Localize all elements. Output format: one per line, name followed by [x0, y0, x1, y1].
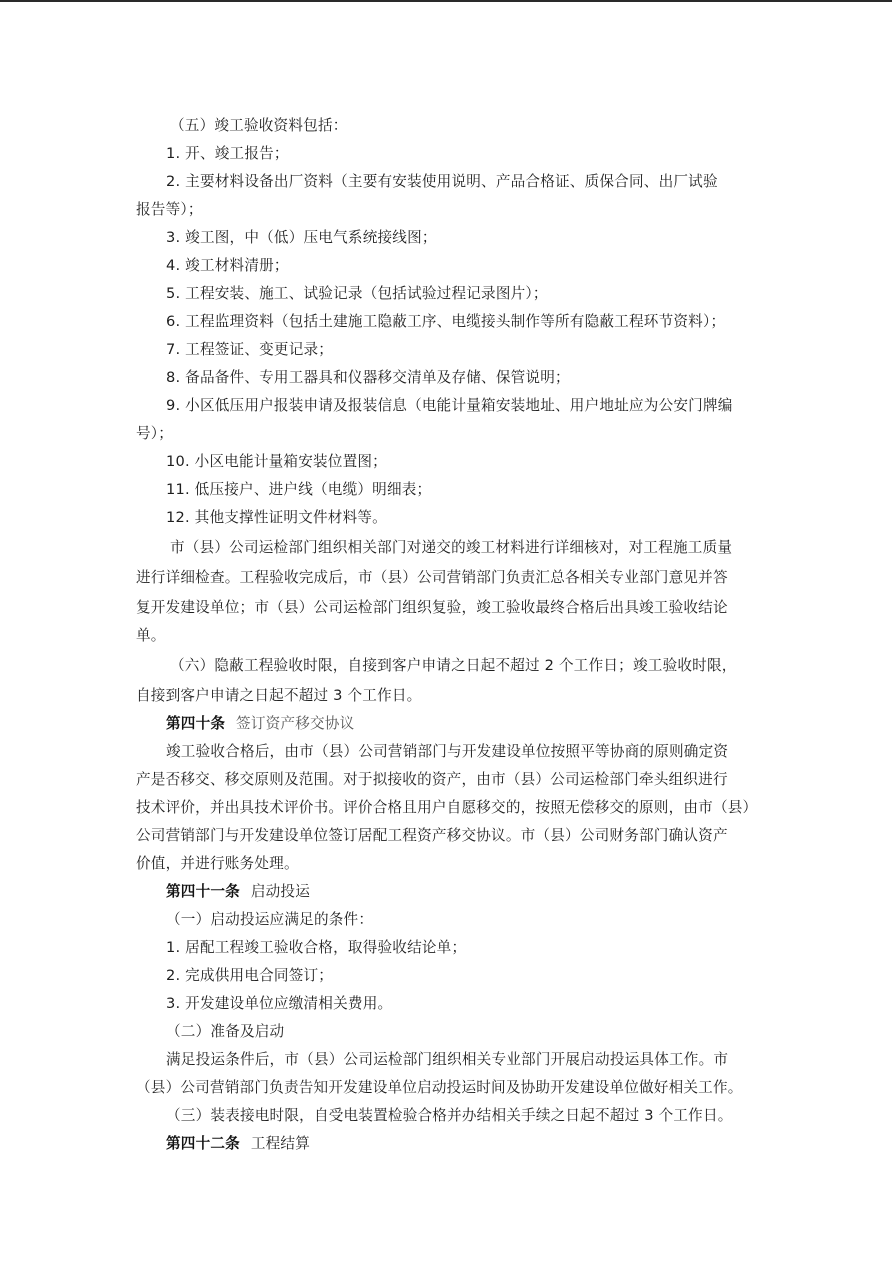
list-item: 5. 工程安装、施工、试验记录（包括试验过程记录图片）； [166, 285, 548, 302]
paragraph-line: （三）装表接电时限，自受电装置检验合格并办结相关手续之日起不超过 3 个工作日。 [166, 1107, 733, 1124]
paragraph-line: 满足投运条件后，市（县）公司运检部门组织相关专业部门开展启动投运具体工作。市 [166, 1051, 729, 1068]
list-item-continuation: 号）； [136, 425, 174, 442]
paragraph-line: 复开发建设单位；市（县）公司运检部门组织复验，竣工验收最终合格后出具竣工验收结论 [136, 599, 728, 616]
paragraph-line: （县）公司营销部门负责告知开发建设单位启动投运时间及协助开发建设单位做好相关工作。 [136, 1079, 743, 1096]
paragraph-line: 公司营销部门与开发建设单位签订居配工程资产移交协议。市（县）公司财务部门确认资产 [136, 827, 728, 844]
list-item: 2. 完成供用电合同签订； [166, 967, 334, 984]
paragraph-line: 市（县）公司运检部门组织相关部门对递交的竣工材料进行详细核对，对工程施工质量 [170, 539, 733, 556]
article-number: 第四十一条 [166, 883, 240, 900]
article-number: 第四十条 [166, 715, 226, 732]
list-item: 1. 居配工程竣工验收合格，取得验收结论单； [166, 939, 467, 956]
paragraph-line: 技术评价，并出具技术评价书。评价合格且用户自愿移交的，按照无偿移交的原则，由市（县） [136, 799, 758, 816]
list-item: 4. 竣工材料清册； [166, 257, 289, 274]
list-item: 6. 工程监理资料（包括土建施工隐蔽工序、电缆接头制作等所有隐蔽工程环节资料）； [166, 313, 726, 330]
paragraph-line: 产是否移交、移交原则及范围。对于拟接收的资产，由市（县）公司运检部门牵头组织进行 [136, 771, 728, 788]
paragraph-line: 自接到客户申请之日起不超过 3 个工作日。 [136, 687, 422, 704]
article-title: 启动投运 [250, 883, 311, 900]
subsection-title: （二）准备及启动 [166, 1023, 285, 1040]
article-number: 第四十二条 [166, 1135, 240, 1152]
list-item: 2. 主要材料设备出厂资料（主要有安装使用说明、产品合格证、质保合同、出厂试验 [166, 173, 718, 190]
article42-heading [166, 1134, 310, 1154]
section5-title: （五）竣工验收资料包括： [170, 117, 348, 134]
list-item: 7. 工程签证、变更记录； [166, 341, 334, 358]
list-item: 1. 开、竣工报告； [166, 145, 289, 162]
article41-heading [166, 882, 310, 902]
paragraph-line: 进行详细检查。工程验收完成后，市（县）公司营销部门负责汇总各相关专业部门意见并答 [136, 569, 728, 586]
paragraph-line: 单。 [136, 627, 166, 644]
subsection-title: （一）启动投运应满足的条件： [166, 911, 374, 928]
list-item: 8. 备品备件、专用工器具和仪器移交清单及存储、保管说明； [166, 369, 570, 386]
list-item: 10. 小区电能计量箱安装位置图； [166, 453, 387, 470]
list-item: 11. 低压接户、进户线（电缆）明细表； [166, 481, 432, 498]
list-item: 9. 小区低压用户报装申请及报装信息（电能计量箱安装地址、用户地址应为公安门牌编 [166, 397, 733, 414]
paragraph-line: （六）隐蔽工程验收时限，自接到客户申请之日起不超过 2 个工作日；竣工验收时限， [170, 657, 737, 674]
paragraph-line: 价值，并进行账务处理。 [136, 855, 299, 872]
paragraph-line: 竣工验收合格后，由市（县）公司营销部门与开发建设单位按照平等协商的原则确定资 [166, 743, 729, 760]
list-item-continuation: 报告等）； [136, 201, 203, 218]
article-title: 工程结算 [250, 1135, 311, 1152]
article-title: 签订资产移交协议 [236, 715, 355, 732]
list-item: 3. 竣工图，中（低）压电气系统接线图； [166, 229, 437, 246]
list-item: 3. 开发建设单位应缴清相关费用。 [166, 995, 393, 1012]
list-item: 12. 其他支撑性证明文件材料等。 [166, 509, 387, 526]
article40-heading [166, 714, 354, 734]
